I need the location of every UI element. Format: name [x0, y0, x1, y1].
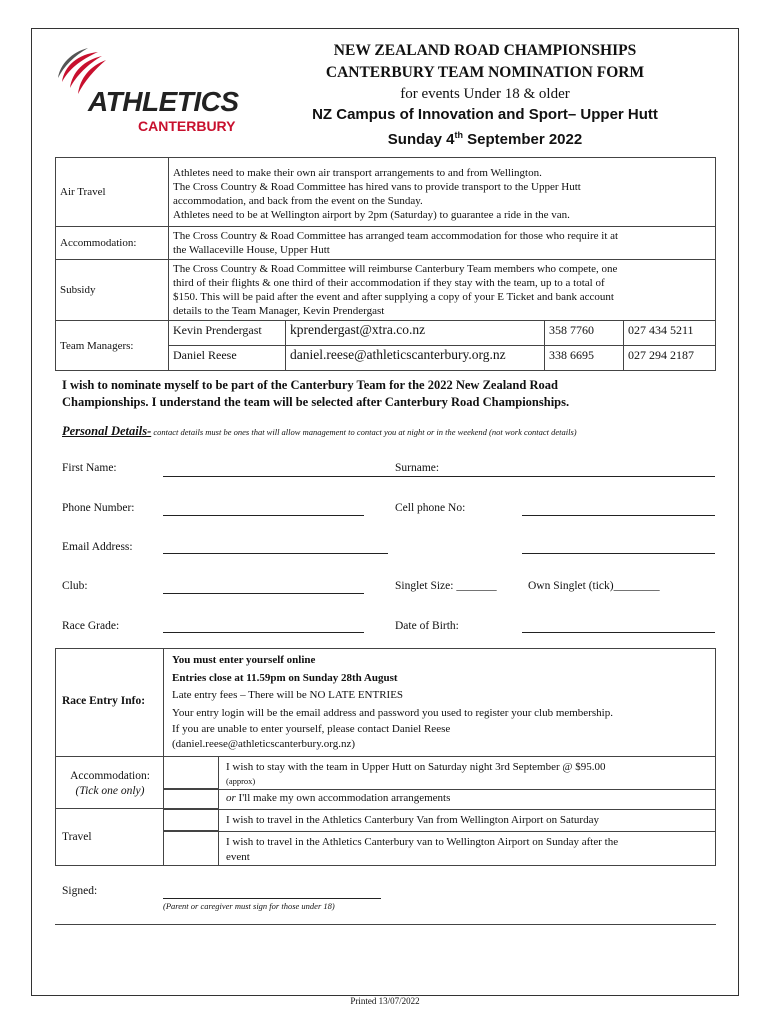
race-grade-label: Race Grade: — [62, 620, 120, 632]
row-sep — [219, 831, 716, 832]
race-grade-input[interactable] — [163, 632, 364, 633]
subtitle: for events Under 18 & older — [400, 86, 570, 102]
accommodation-text: The Cross Country & Road Committee has arranged team accommodation for those who require it at the Wallaceville House, Upper Hutt — [169, 227, 716, 260]
form-header — [265, 40, 705, 150]
entry-sep-3 — [163, 756, 716, 757]
club-input[interactable] — [163, 593, 364, 594]
logo-text-bottom: CANTERBURY — [138, 118, 236, 134]
printed-date: Printed 13/07/2022 — [350, 996, 420, 1006]
nomination-statement: I wish to nominate myself to be part of the Canterbury Team for the 2022 New Zealand Road Championships. I understand the team will be selected after Canterbury Road Championships. — [62, 378, 570, 409]
entry-sep-1 — [55, 756, 163, 757]
managers-table — [169, 321, 715, 370]
row-sep — [219, 789, 716, 790]
row-sep — [219, 809, 716, 810]
signed-label: Signed: — [62, 885, 98, 897]
first-name-label: First Name: — [62, 462, 117, 474]
email-label: Email Address: — [62, 541, 133, 553]
manager-row: Daniel Reese daniel.reese@athleticscanterbury.org.nz 338 6695 027 294 2187 — [169, 346, 715, 371]
subsidy-text: The Cross Country & Road Committee will reimburse Canterbury Team members who compete, one third of their flights & one third of their accommodation if they stay with the team, up to a total of $150. This will be paid after the event and after supplying a copy of your E Ticket and bank account details to the Team Manager, Kevin Prendergast — [169, 260, 716, 321]
accommodation-choice-label: Accommodation: (Tick one only) — [70, 770, 150, 797]
signature-note: (Parent or caregiver must sign for those under 18) — [163, 901, 335, 911]
accommodation-label: Accommodation: — [56, 227, 169, 260]
travel-label: Travel — [62, 831, 92, 843]
subsidy-label: Subsidy — [56, 260, 169, 321]
managers-cell — [169, 321, 716, 371]
singlet-size-field[interactable]: Singlet Size: _______ — [395, 580, 497, 592]
travel-sunday-checkbox[interactable] — [163, 831, 219, 866]
bottom-rule — [55, 924, 716, 925]
first-name-input[interactable] — [163, 476, 715, 477]
own-singlet-field[interactable]: Own Singlet (tick)________ — [528, 580, 660, 592]
dob-label: Date of Birth: — [395, 620, 459, 632]
travel-sunday-option: I wish to travel in the Athletics Canterbury van to Wellington Airport on Sunday after the event — [226, 836, 619, 863]
accommodation-team-checkbox[interactable] — [163, 756, 219, 789]
team-managers-label: Team Managers: — [56, 321, 169, 371]
accommodation-team-option: I wish to stay with the team in Upper Hutt on Saturday night 3rd September @ $95.00 (approx) — [226, 761, 606, 786]
travel-saturday-checkbox[interactable] — [163, 809, 219, 831]
info-table — [55, 157, 716, 371]
signature-input[interactable] — [163, 898, 381, 899]
email-input[interactable] — [163, 553, 388, 554]
air-travel-label: Air Travel — [56, 158, 169, 227]
entry-sep-2 — [55, 808, 163, 809]
travel-saturday-option: I wish to travel in the Athletics Canterbury Van from Wellington Airport on Saturday — [226, 814, 599, 826]
phone-input[interactable] — [163, 515, 364, 516]
personal-details-heading: Personal Details- contact details must be ones that will allow management to contact you at night or in the weekend (not work contact details) — [62, 424, 577, 438]
manager-row: Kevin Prendergast kprendergast@xtra.co.nz 358 7760 027 434 5211 — [169, 321, 715, 346]
title-championships: NEW ZEALAND ROAD CHAMPIONSHIPS — [333, 42, 637, 59]
cell-label: Cell phone No: — [395, 502, 466, 514]
email-input-continued[interactable] — [522, 553, 715, 554]
athletics-canterbury-logo — [58, 44, 248, 136]
accommodation-own-checkbox[interactable] — [163, 789, 219, 809]
air-travel-text: Athletes need to make their own air transport arrangements to and from Wellington. The Cross Country & Road Committee has hired vans to provide transport to the Upper Hutt accommodation, and back from the event on the Sunday. Athletes need to be at Wellington airport by 2pm (Saturday) to guarantee a ride in the van. — [169, 158, 716, 227]
logo-text-top: ATHLETICS — [88, 86, 239, 117]
title-nomination: CANTERBURY TEAM NOMINATION FORM — [325, 64, 645, 81]
event-date: Sunday 4th September 2022 — [387, 130, 583, 148]
race-entry-text: You must enter yourself online Entries close at 11.59pm on Sunday 28th August Late entry fees – There will be NO LATE ENTRIES Your entry login will be the email address and password you used to register your club membership. If you are unable to enter yourself, please contact Daniel Reese (daniel.reese@athleticscanterbury.org.nz) — [172, 654, 613, 750]
club-label: Club: — [62, 580, 88, 592]
dob-input[interactable] — [522, 632, 715, 633]
accommodation-own-option: or I'll make my own accommodation arrangements — [226, 792, 451, 804]
phone-label: Phone Number: — [62, 502, 135, 514]
race-entry-label: Race Entry Info: — [62, 695, 146, 707]
surname-label: Surname: — [395, 462, 440, 474]
cell-input[interactable] — [522, 515, 715, 516]
venue: NZ Campus of Innovation and Sport– Upper Hutt — [312, 106, 658, 123]
